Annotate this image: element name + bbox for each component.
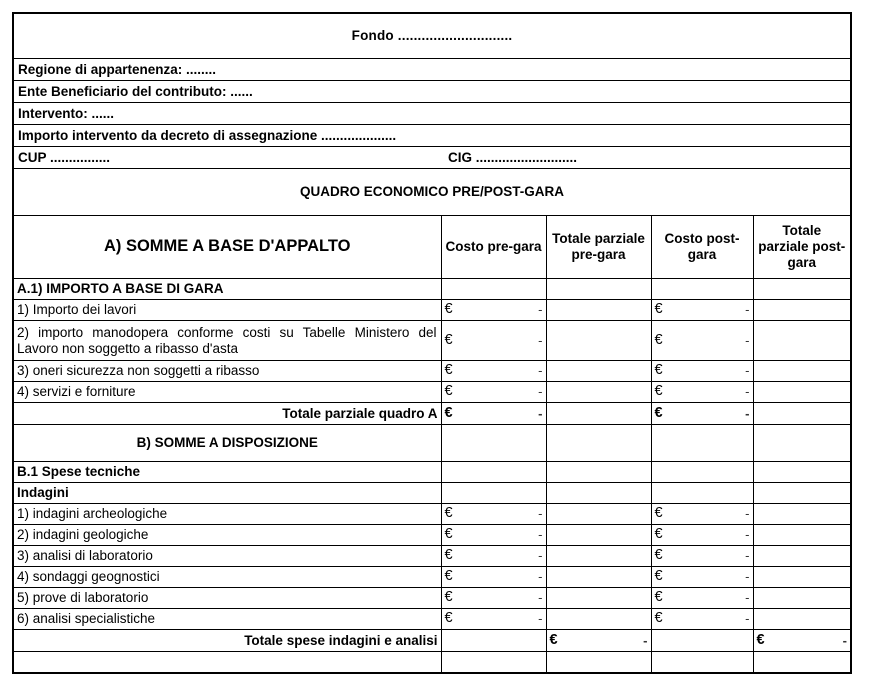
value-dash: - (745, 569, 750, 585)
value-dash: - (745, 590, 750, 606)
table-row (13, 504, 851, 525)
quadro-title-row (13, 169, 851, 216)
cell-costo-pre-gara[interactable] (441, 567, 546, 588)
cell-costo-post-gara[interactable] (651, 525, 753, 546)
field-cig: CIG ........................... (448, 149, 578, 165)
cell-costo-pre-gara[interactable] (441, 504, 546, 525)
section-label-a1: A.1) IMPORTO A BASE DI GARA (13, 279, 441, 300)
cell-totale-parziale-pre-gara[interactable] (546, 382, 651, 403)
cell-empty (546, 652, 651, 674)
euro-symbol: € (444, 547, 453, 564)
euro-symbol: € (654, 404, 663, 421)
cell-empty (753, 279, 851, 300)
cell-totale-parziale-pre-gara[interactable] (546, 546, 651, 567)
cell-costo-pre-gara[interactable] (441, 361, 546, 382)
euro-symbol: € (444, 568, 453, 585)
cell-empty (546, 483, 651, 504)
row-label: 2) indagini geologiche (13, 525, 441, 546)
cell-costo-post-gara[interactable] (651, 300, 753, 321)
field-cup: CUP ................ (18, 149, 111, 165)
cell-totale-parziale-pre-gara[interactable] (546, 630, 651, 652)
column-header-somme-base-appalto: A) SOMME A BASE D'APPALTO (13, 216, 441, 279)
table-row (13, 382, 851, 403)
section-label-b: B) SOMME A DISPOSIZIONE (13, 425, 441, 462)
section-row-b1 (13, 462, 851, 483)
cell-totale-parziale-pre-gara[interactable] (546, 525, 651, 546)
row-label: 3) analisi di laboratorio (13, 546, 441, 567)
section-label-b1: B.1 Spese tecniche (13, 462, 441, 483)
cell-costo-post-gara[interactable] (651, 382, 753, 403)
row-label: 4) servizi e forniture (13, 382, 441, 403)
cell-empty (651, 425, 753, 462)
euro-symbol: € (654, 610, 663, 627)
euro-symbol: € (654, 568, 663, 585)
value-dash: - (538, 548, 543, 564)
quadro-economico-title: QUADRO ECONOMICO PRE/POST-GARA (13, 169, 851, 216)
cell-costo-pre-gara[interactable] (441, 300, 546, 321)
cell-costo-pre-gara[interactable] (441, 403, 546, 425)
euro-symbol: € (654, 526, 663, 543)
cell-totale-parziale-post-gara[interactable] (753, 630, 851, 652)
section-row-b (13, 425, 851, 462)
value-dash: - (538, 302, 543, 318)
cell-totale-parziale-post-gara[interactable] (753, 300, 851, 321)
field-importo-decreto: Importo intervento da decreto di assegnazione .................... (13, 125, 851, 147)
cell-empty (753, 425, 851, 462)
quadro-economico-sheet (12, 12, 850, 674)
cell-costo-post-gara[interactable] (651, 403, 753, 425)
value-dash: - (745, 363, 750, 379)
total-label-quadro-a: Totale parziale quadro A (13, 403, 441, 425)
row-label: 3) oneri sicurezza non soggetti a ribasso (13, 361, 441, 382)
cell-costo-post-gara[interactable] (651, 504, 753, 525)
cell-empty (651, 483, 753, 504)
cell-costo-post-gara[interactable] (651, 630, 753, 652)
cell-empty (546, 425, 651, 462)
euro-symbol: € (756, 631, 765, 648)
euro-symbol: € (444, 526, 453, 543)
column-header-totale-parziale-pre-gara: Totale parziale pre-gara (546, 216, 651, 279)
value-dash: - (643, 632, 648, 648)
row-label-text: 2) importo manodopera conforme costi su Tabelle Ministero del Lavoro non soggetto a ribasso d'asta (17, 324, 437, 356)
value-dash: - (745, 302, 750, 318)
euro-symbol: € (444, 589, 453, 606)
cell-totale-parziale-pre-gara[interactable] (546, 361, 651, 382)
field-row-importo (13, 125, 851, 147)
cell-totale-parziale-post-gara[interactable] (753, 361, 851, 382)
value-dash: - (842, 632, 848, 648)
cell-costo-pre-gara[interactable] (441, 321, 546, 361)
cell-totale-parziale-pre-gara[interactable] (546, 300, 651, 321)
cell-totale-parziale-post-gara[interactable] (753, 609, 851, 630)
cell-costo-pre-gara[interactable] (441, 525, 546, 546)
cell-costo-pre-gara[interactable] (441, 630, 546, 652)
field-ente-beneficiario: Ente Beneficiario del contributo: ...... (13, 81, 851, 103)
table-row (13, 525, 851, 546)
value-dash: - (745, 384, 750, 400)
euro-symbol: € (654, 383, 663, 400)
total-label-indagini: Totale spese indagini e analisi (13, 630, 441, 652)
field-cup-cig (13, 147, 851, 169)
cell-empty (651, 462, 753, 483)
value-dash: - (538, 590, 543, 606)
cell-empty (441, 279, 546, 300)
cell-empty (13, 652, 441, 674)
euro-symbol: € (654, 505, 663, 522)
cell-totale-parziale-post-gara[interactable] (753, 588, 851, 609)
value-dash: - (538, 569, 543, 585)
value-dash: - (538, 332, 543, 348)
field-regione: Regione di appartenenza: ........ (13, 59, 851, 81)
table-row (13, 588, 851, 609)
cell-costo-post-gara[interactable] (651, 546, 753, 567)
section-label-indagini: Indagini (13, 483, 441, 504)
cell-empty (441, 483, 546, 504)
cell-empty (753, 483, 851, 504)
cell-totale-parziale-pre-gara[interactable] (546, 567, 651, 588)
euro-symbol: € (654, 362, 663, 379)
euro-symbol: € (654, 547, 663, 564)
euro-symbol: € (444, 301, 453, 318)
cell-empty (651, 279, 753, 300)
cell-empty (441, 462, 546, 483)
table-row (13, 609, 851, 630)
table-row (13, 300, 851, 321)
table-row (13, 321, 851, 361)
euro-symbol: € (654, 301, 663, 318)
field-row-intervento (13, 103, 851, 125)
euro-symbol: € (444, 404, 453, 421)
cell-totale-parziale-post-gara[interactable] (753, 403, 851, 425)
total-row-indagini (13, 630, 851, 652)
row-label: 1) Importo dei lavori (13, 300, 441, 321)
cell-costo-pre-gara[interactable] (441, 546, 546, 567)
cell-totale-parziale-post-gara[interactable] (753, 567, 851, 588)
value-dash: - (538, 611, 543, 627)
column-header-row (13, 216, 851, 279)
total-row-quadro-a (13, 403, 851, 425)
value-dash: - (538, 405, 543, 421)
column-header-totale-parziale-post-gara: Totale parziale post-gara (753, 216, 851, 279)
quadro-economico-table (12, 12, 852, 674)
value-dash: - (745, 527, 750, 543)
euro-symbol: € (444, 331, 453, 348)
cell-empty (753, 462, 851, 483)
cell-totale-parziale-pre-gara[interactable] (546, 504, 651, 525)
value-dash: - (538, 363, 543, 379)
cell-costo-post-gara[interactable] (651, 567, 753, 588)
cell-totale-parziale-pre-gara[interactable] (546, 321, 651, 361)
value-dash: - (745, 405, 750, 421)
cell-costo-pre-gara[interactable] (441, 382, 546, 403)
value-dash: - (745, 332, 750, 348)
column-header-costo-post-gara: Costo post-gara (651, 216, 753, 279)
cell-costo-pre-gara[interactable] (441, 609, 546, 630)
cell-totale-parziale-post-gara[interactable] (753, 546, 851, 567)
euro-symbol: € (444, 383, 453, 400)
title-row (13, 13, 851, 59)
cell-costo-post-gara[interactable] (651, 609, 753, 630)
cell-costo-post-gara[interactable] (651, 361, 753, 382)
cell-totale-parziale-pre-gara[interactable] (546, 609, 651, 630)
cell-totale-parziale-post-gara[interactable] (753, 321, 851, 361)
row-label: 6) analisi specialistiche (13, 609, 441, 630)
table-row (13, 361, 851, 382)
cell-costo-pre-gara[interactable] (441, 588, 546, 609)
value-dash: - (538, 527, 543, 543)
document-title: Fondo ............................. (13, 13, 851, 59)
cell-totale-parziale-pre-gara[interactable] (546, 588, 651, 609)
cell-empty (753, 652, 851, 674)
cell-totale-parziale-post-gara[interactable] (753, 525, 851, 546)
cell-totale-parziale-post-gara[interactable] (753, 504, 851, 525)
euro-symbol: € (549, 631, 558, 648)
euro-symbol: € (444, 505, 453, 522)
field-intervento: Intervento: ...... (13, 103, 851, 125)
cell-empty (546, 279, 651, 300)
section-row-a1 (13, 279, 851, 300)
value-dash: - (745, 506, 750, 522)
cell-empty (441, 425, 546, 462)
euro-symbol: € (444, 362, 453, 379)
euro-symbol: € (654, 331, 663, 348)
euro-symbol: € (444, 610, 453, 627)
value-dash: - (538, 384, 543, 400)
cell-empty (441, 652, 546, 674)
value-dash: - (745, 611, 750, 627)
cell-empty (546, 462, 651, 483)
euro-symbol: € (654, 589, 663, 606)
field-row-regione (13, 59, 851, 81)
cell-totale-parziale-pre-gara[interactable] (546, 403, 651, 425)
row-label: 1) indagini archeologiche (13, 504, 441, 525)
row-label (13, 321, 441, 361)
section-row-indagini (13, 483, 851, 504)
table-row-partial (13, 652, 851, 674)
cell-costo-post-gara[interactable] (651, 588, 753, 609)
value-dash: - (538, 506, 543, 522)
row-label: 4) sondaggi geognostici (13, 567, 441, 588)
cell-empty (651, 652, 753, 674)
value-dash: - (745, 548, 750, 564)
cell-totale-parziale-post-gara[interactable] (753, 382, 851, 403)
table-row (13, 546, 851, 567)
column-header-costo-pre-gara: Costo pre-gara (441, 216, 546, 279)
field-row-ente (13, 81, 851, 103)
field-row-cup-cig (13, 147, 851, 169)
cell-costo-post-gara[interactable] (651, 321, 753, 361)
row-label: 5) prove di laboratorio (13, 588, 441, 609)
table-row (13, 567, 851, 588)
